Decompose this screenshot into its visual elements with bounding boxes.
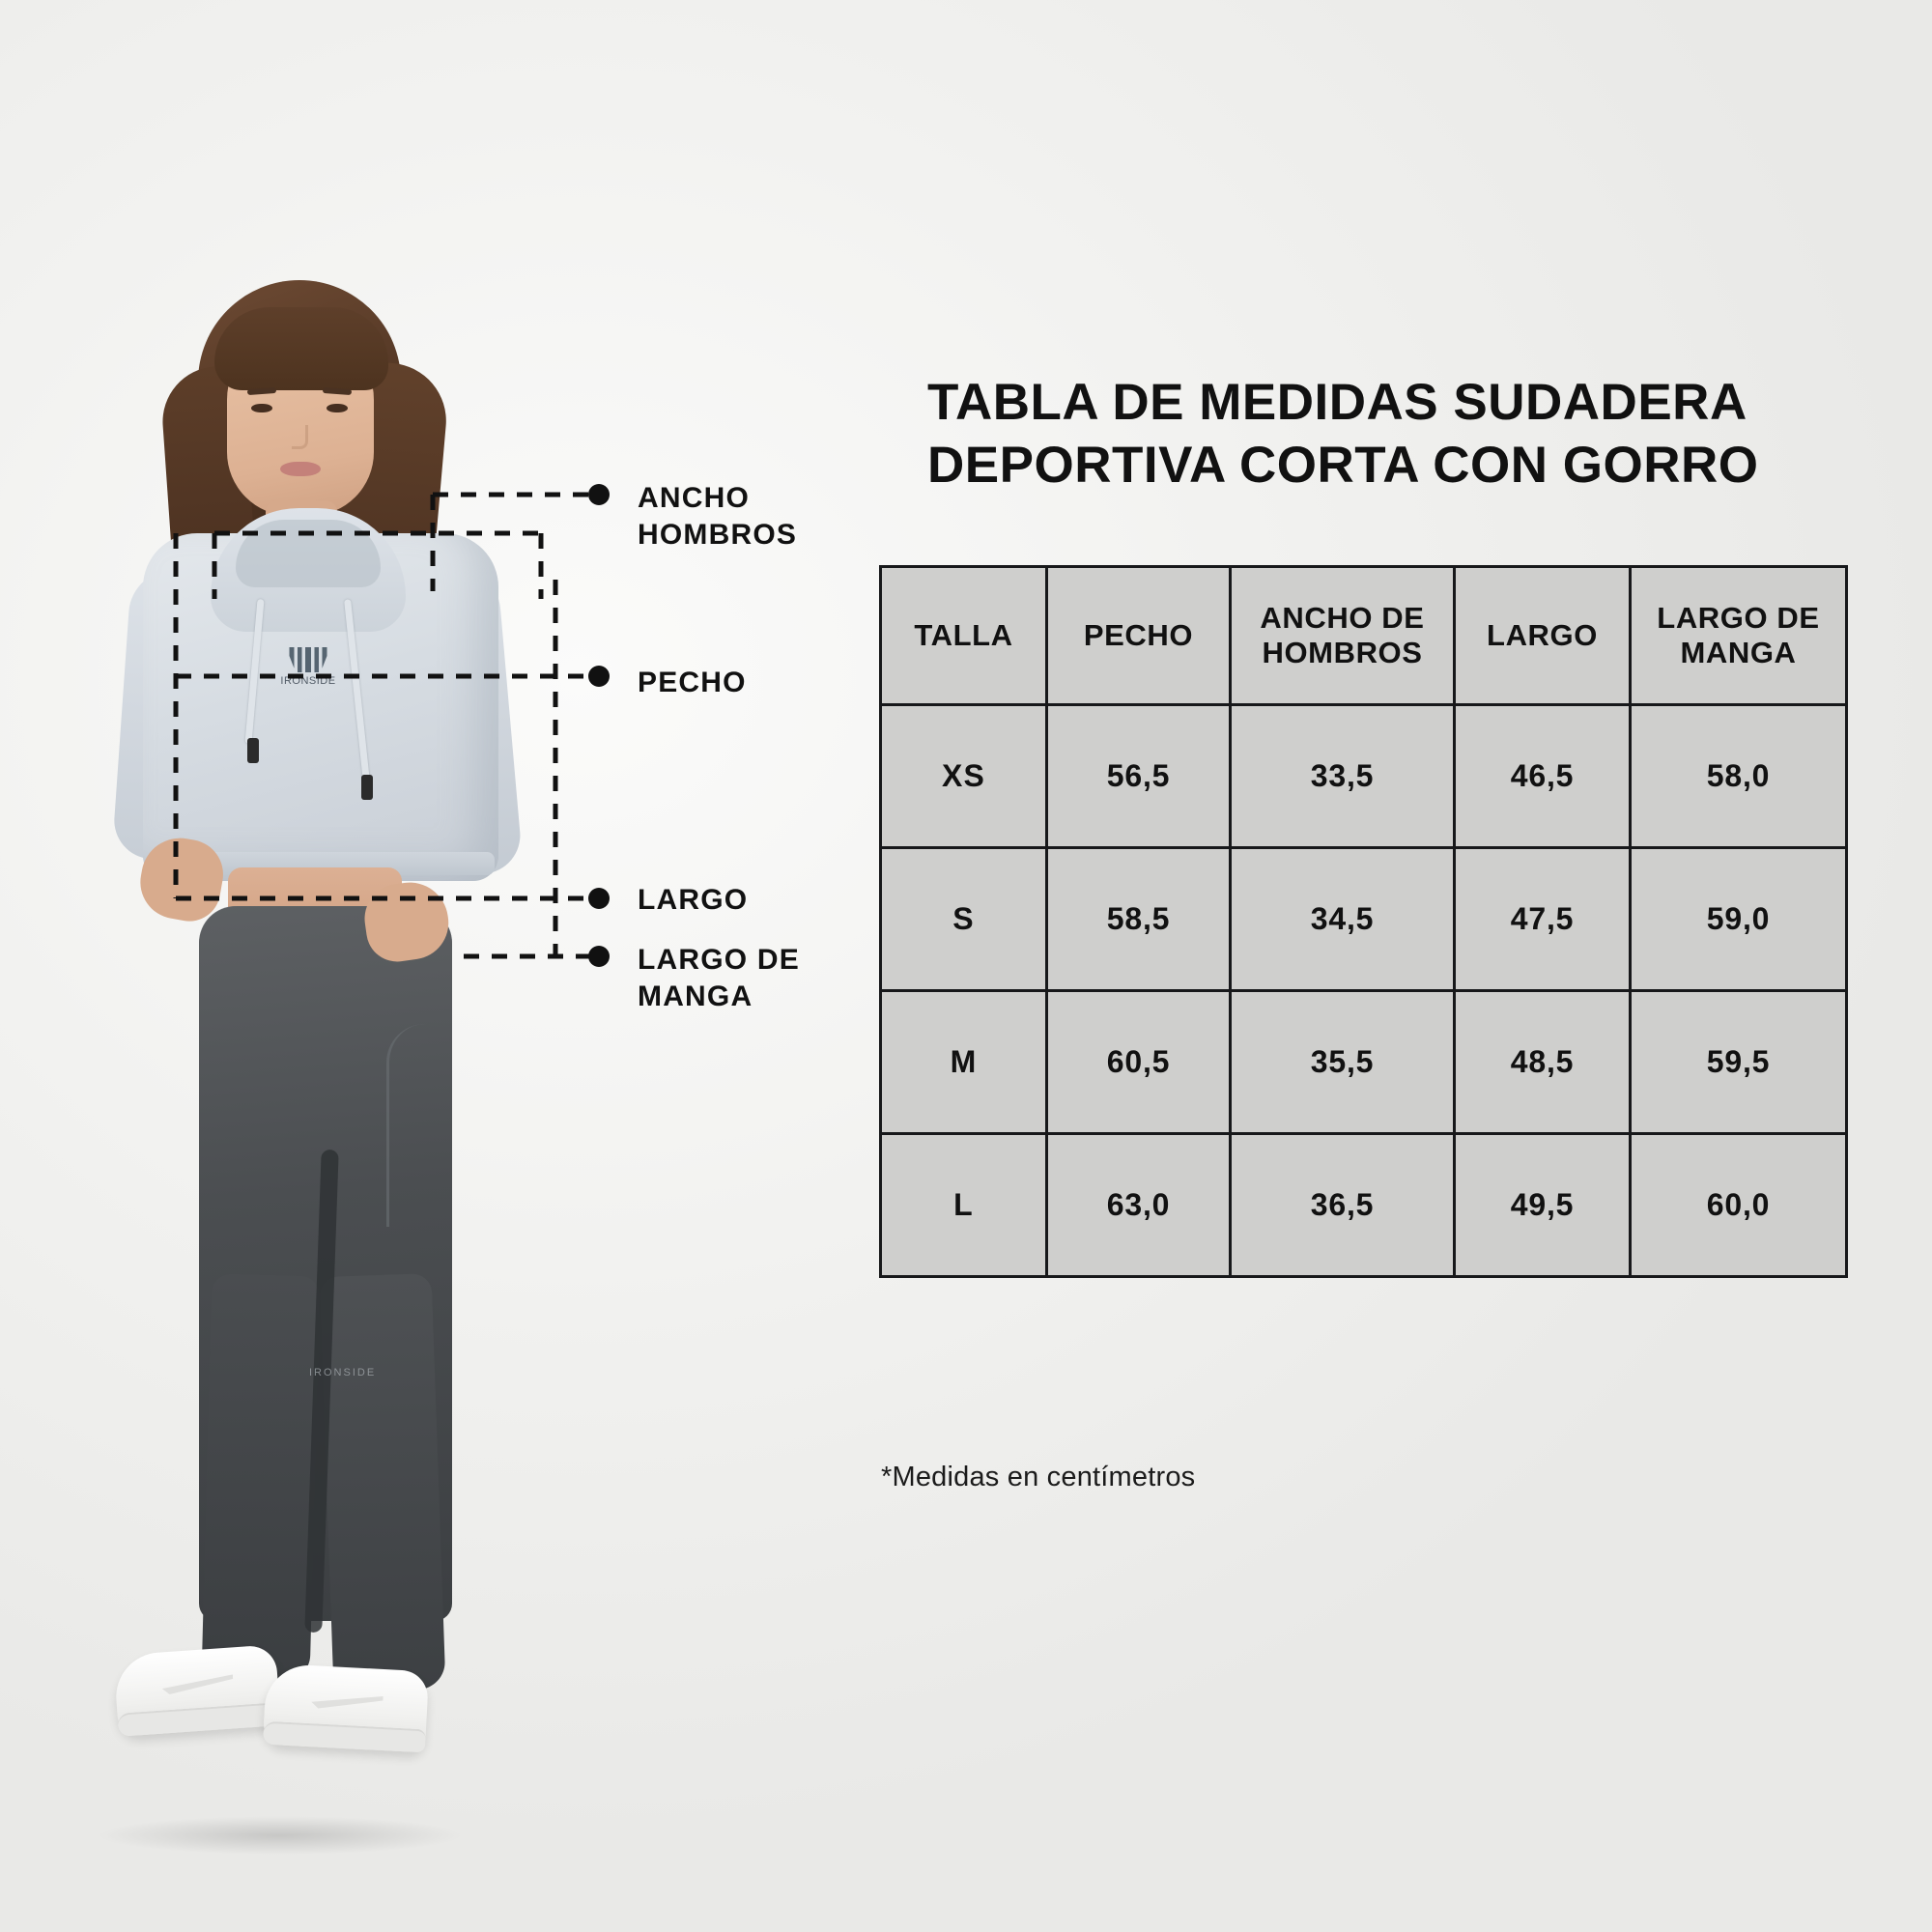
cell-talla: XS [881, 705, 1047, 848]
callout-ancho-hombros-line1: ANCHO [638, 482, 750, 514]
callout-largo-de-manga [638, 942, 800, 1016]
table-row [881, 705, 1847, 848]
callout-largo [638, 882, 748, 919]
cell-largo: 49,5 [1455, 1134, 1631, 1277]
column-header-largo-de-manga: LARGO DE MANGA [1631, 567, 1847, 705]
cell-largo-manga: 59,0 [1631, 848, 1847, 991]
sneaker-left [113, 1644, 280, 1737]
hoodie-hood-inner [236, 520, 381, 587]
column-header-largo: LARGO [1455, 567, 1631, 705]
page-title-line1: TABLA DE MEDIDAS SUDADERA [927, 374, 1747, 431]
drawstring-tip-left [247, 738, 259, 763]
cell-talla: M [881, 991, 1047, 1134]
cell-talla: S [881, 848, 1047, 991]
drawstring-tip-right [361, 775, 373, 800]
cell-talla: L [881, 1134, 1047, 1277]
column-header-pecho: PECHO [1047, 567, 1231, 705]
eye-right [327, 404, 348, 412]
swoosh-icon [311, 1692, 384, 1712]
cell-pecho: 56,5 [1047, 705, 1231, 848]
callout-largo-de-manga-line2: MANGA [638, 980, 753, 1013]
leg-right [320, 1273, 446, 1692]
eye-left [251, 404, 272, 412]
callout-ancho-hombros-line2: HOMBROS [638, 519, 798, 552]
sneaker-sole-right [263, 1721, 426, 1753]
callout-ancho-hombros [638, 480, 797, 554]
cell-ancho-hombros: 35,5 [1231, 991, 1455, 1134]
page-title-line2: DEPORTIVA CORTA CON GORRO [927, 436, 1759, 494]
leg-left [202, 1274, 321, 1683]
measurement-unit-note: *Medidas en centímetros [881, 1462, 1196, 1492]
sneaker-right [263, 1663, 429, 1753]
cell-largo-manga: 58,0 [1631, 705, 1847, 848]
cell-largo: 47,5 [1455, 848, 1631, 991]
hair-fringe [214, 307, 388, 390]
sneaker-sole-left [117, 1702, 280, 1737]
guide-endpoint-dots [588, 484, 610, 967]
nose [292, 425, 308, 449]
brand-logo-icon [278, 647, 338, 697]
table-header-row [881, 567, 1847, 705]
table-row [881, 1134, 1847, 1277]
model-figure [106, 280, 570, 1855]
cell-ancho-hombros: 36,5 [1231, 1134, 1455, 1277]
dot-shoulder [588, 484, 610, 505]
callout-largo-de-manga-line1: LARGO DE [638, 944, 800, 976]
floor-shadow [97, 1816, 464, 1855]
table-row [881, 991, 1847, 1134]
dot-sleeve [588, 946, 610, 967]
leggings-pocket-seam [386, 1024, 451, 1227]
table-body [881, 705, 1847, 1277]
size-chart-pane [850, 0, 1932, 1932]
dot-chest [588, 666, 610, 687]
dot-length [588, 888, 610, 909]
swoosh-icon [161, 1674, 234, 1694]
product-photo [0, 0, 869, 1932]
cell-largo: 48,5 [1455, 991, 1631, 1134]
leggings-logo-text: IRONSIDE [309, 1367, 377, 1378]
callout-pecho [638, 665, 747, 701]
table-row [881, 848, 1847, 991]
wing-icon [286, 647, 330, 672]
column-header-ancho-de-hombros: ANCHO DE HOMBROS [1231, 567, 1455, 705]
cell-largo-manga: 60,0 [1631, 1134, 1847, 1277]
mouth [280, 462, 321, 476]
size-chart-table [879, 565, 1848, 1278]
callout-largo-line1: LARGO [638, 884, 749, 916]
brand-logo-text: IRONSIDE [280, 675, 336, 687]
callout-pecho-line1: PECHO [638, 667, 747, 698]
cell-ancho-hombros: 33,5 [1231, 705, 1455, 848]
table-header [881, 567, 1847, 705]
column-header-talla: TALLA [881, 567, 1047, 705]
cell-largo-manga: 59,5 [1631, 991, 1847, 1134]
cell-pecho: 60,5 [1047, 991, 1231, 1134]
cell-ancho-hombros: 34,5 [1231, 848, 1455, 991]
cell-largo: 46,5 [1455, 705, 1631, 848]
cell-pecho: 58,5 [1047, 848, 1231, 991]
page-title [927, 372, 1884, 497]
cell-pecho: 63,0 [1047, 1134, 1231, 1277]
